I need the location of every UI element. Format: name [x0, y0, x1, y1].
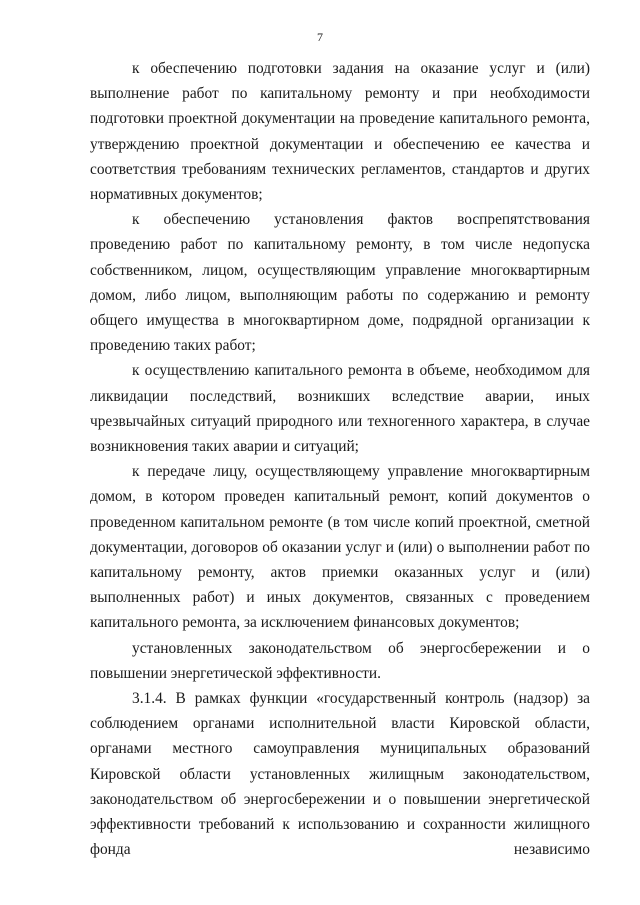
document-body	[90, 56, 590, 863]
paragraph-emergency-repair: к осуществлению капитального ремонта в объеме, необходимом для ликвидации последствий, возникших вследствие аварии, иных чрезвычайных ситуаций природного или техногенного характера, в случае возникновения таких аварии и ситуаций;	[90, 362, 590, 456]
page-number: 7	[317, 30, 323, 44]
paragraph-section-3-1-4: 3.1.4. В рамках функции «государственный контроль (надзор) за соблюдением органами исполнительной власти Кировской области, органами местного самоуправления муниципальных образований Кировской области установленных жилищным законодательством, законодательством об энергосбережении и о повышении энергетической эффективности требований к использованию и сохранности жилищного фонда независимо	[90, 690, 590, 859]
paragraph-obstruction-facts: к обеспечению установления фактов воспрепятствования проведению работ по капитальному ремонту, в том числе недопуска собственником, лицом, осуществляющим управление многоквартирным домом, либо лицом, выполняющим работы по содержанию и ремонту общего имущества в многоквартирном доме, подрядной организации к проведению таких работ;	[90, 211, 590, 355]
paragraph-document-transfer: к передаче лицу, осуществляющему управление многоквартирным домом, в котором проведен капитальный ремонт, копий документов о проведенном капитальном ремонте (в том числе копий проектной, сметной документации, договоров об оказании услуг и (или) о выполнении работ по капитальному ремонту, актов приемки оказанных услуг и (или) выполненных работ) и иных документов, связанных с проведением капитального ремонта, за исключением финансовых документов;	[90, 463, 590, 632]
paragraph-task-preparation: к обеспечению подготовки задания на оказание услуг и (или) выполнение работ по капитальному ремонту и при необходимости подготовки проектной документации на проведение капитального ремонта, утверждению проектной документации и обеспечению ее качества и соответствия требованиям технических регламентов, стандартов и других нормативных документов;	[90, 60, 590, 204]
paragraph-energy-saving: установленных законодательством об энергосбережении и о повышении энергетической эффективности.	[90, 639, 590, 682]
